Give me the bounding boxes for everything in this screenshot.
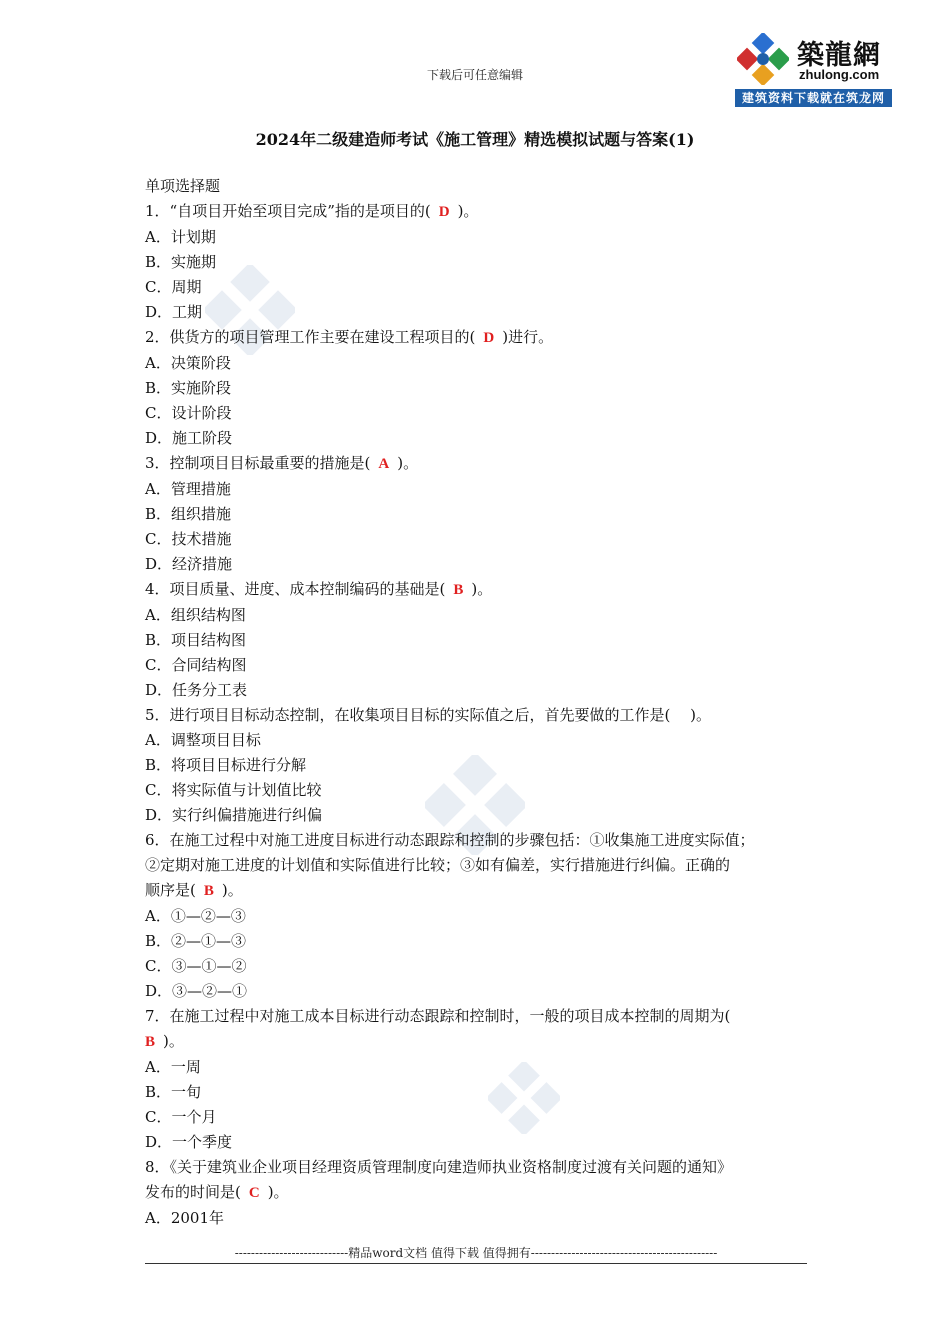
header-note: 下载后可任意编辑 [426, 68, 523, 82]
option: B．实施期 [145, 253, 217, 271]
footer-divider [145, 1263, 807, 1264]
question-text: 1．“自项目开始至项目完成”指的是项目的( [145, 202, 431, 220]
answer-letter: B [203, 883, 214, 899]
option: D．③—②—① [145, 982, 248, 1000]
option: C．合同结构图 [145, 656, 247, 674]
question-list [145, 174, 810, 1231]
option: D．施工阶段 [145, 429, 233, 447]
option: D．经济措施 [145, 555, 233, 573]
question-text: )。 [471, 580, 493, 598]
option: B．实施阶段 [145, 379, 232, 397]
footer-text: ----------------------------精品word文档 值得下载 值得拥有---------------------------------------------- [234, 1246, 718, 1260]
question-text: 顺序是( [145, 881, 196, 899]
option: A．管理措施 [145, 480, 231, 498]
option: A．①—②—③ [145, 907, 246, 925]
option: C．将实际值与计划值比较 [145, 781, 322, 799]
document-title: 2024年二级建造师考试《施工管理》精选模拟试题与答案(1) [255, 130, 695, 149]
question-stem: 5．进行项目目标动态控制，在收集项目目标的实际值之后，首先要做的工作是( )。 [145, 706, 712, 724]
option: B．组织措施 [145, 505, 232, 523]
option: C．设计阶段 [145, 404, 232, 422]
option: A．组织结构图 [145, 606, 246, 624]
logo-flower-icon [737, 33, 789, 85]
option: D．实行纠偏措施进行纠偏 [145, 806, 323, 824]
zhulong-logo [735, 31, 892, 107]
question-stem [145, 325, 810, 351]
question-stem [145, 1180, 810, 1206]
option: D．任务分工表 [145, 681, 248, 699]
section-heading: 单项选择题 [145, 177, 221, 195]
option: D．工期 [145, 303, 203, 321]
option: C．周期 [145, 278, 202, 296]
question-text: )。 [397, 454, 419, 472]
question-stem: 6．在施工过程中对施工进度目标进行动态跟踪和控制的步骤包括：①收集施工进度实际值； [145, 831, 755, 849]
option: A．决策阶段 [145, 354, 231, 372]
question-text: 4．项目质量、进度、成本控制编码的基础是( [145, 580, 446, 598]
question-text: )。 [221, 881, 243, 899]
question-text: )。 [457, 202, 479, 220]
question-text: 3．控制项目目标最重要的措施是( [145, 454, 371, 472]
logo-name-cn: 築龍網 [797, 40, 881, 71]
question-text: 2．供货方的项目管理工作主要在建设工程项目的( [145, 328, 476, 346]
question-stem [145, 878, 810, 904]
logo-name-en: zhulong.com [799, 67, 880, 82]
answer-letter: B [453, 582, 464, 598]
option: C．③—①—② [145, 957, 247, 975]
option: A．一周 [145, 1058, 201, 1076]
question-stem: ②定期对施工进度的计划值和实际值进行比较；③如有偏差，实行措施进行纠偏。正确的 [145, 856, 731, 874]
option: B．一旬 [145, 1083, 202, 1101]
question-stem: 8．《关于建筑业企业项目经理资质管理制度向建造师执业资格制度过渡有关问题的通知》 [145, 1158, 733, 1176]
question-text: )。 [267, 1183, 289, 1201]
question-stem: 7．在施工过程中对施工成本目标进行动态跟踪和控制时，一般的项目成本控制的周期为( [145, 1007, 731, 1025]
option: D．一个季度 [145, 1133, 233, 1151]
option: A．2001年 [145, 1209, 225, 1227]
option: A．调整项目目标 [145, 731, 261, 749]
question-stem [145, 577, 810, 603]
question-text: )。 [163, 1032, 184, 1050]
option: B．项目结构图 [145, 631, 247, 649]
question-text: )进行。 [502, 328, 554, 346]
question-text: 发布的时间是( [145, 1183, 241, 1201]
answer-letter: C [248, 1185, 260, 1201]
answer-letter: A [378, 456, 390, 472]
question-stem [145, 1029, 810, 1055]
logo-slogan: 建筑资料下载就在筑龙网 [735, 89, 892, 107]
option: C．技术措施 [145, 530, 232, 548]
option: B．将项目目标进行分解 [145, 756, 307, 774]
answer-letter: D [438, 204, 450, 220]
option: C．一个月 [145, 1108, 217, 1126]
answer-letter: B [145, 1034, 156, 1050]
option: B．②—①—③ [145, 932, 247, 950]
option: A．计划期 [145, 228, 216, 246]
answer-letter: D [483, 330, 495, 346]
question-stem [145, 199, 810, 225]
question-stem [145, 451, 810, 477]
